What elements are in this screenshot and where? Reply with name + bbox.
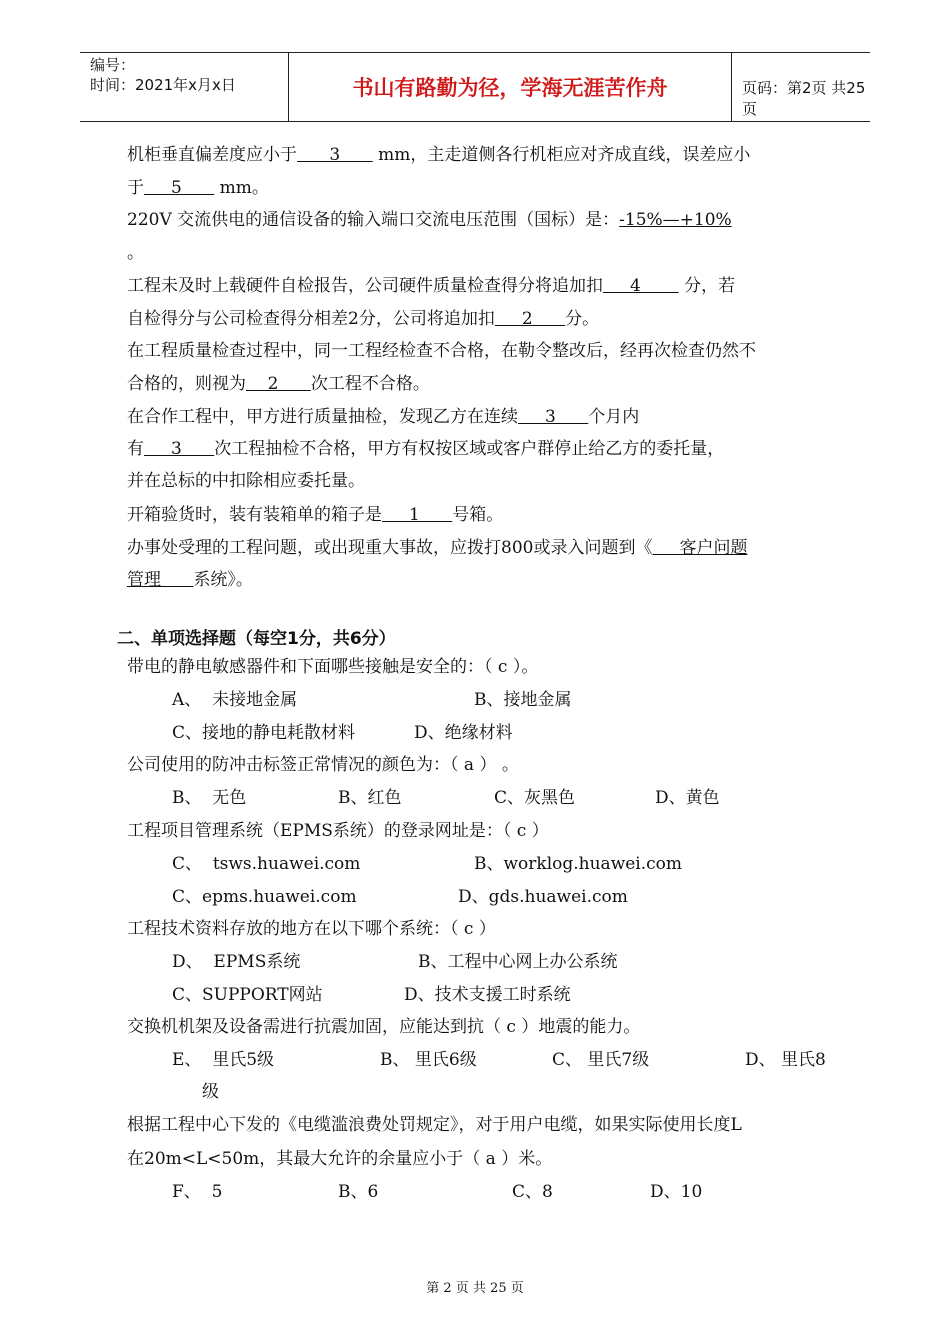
page-header — [80, 52, 870, 122]
option: C、灰黑色 — [494, 788, 576, 808]
option: B、红色 — [338, 788, 402, 808]
option: C、 tsws.huawei.com — [172, 854, 361, 874]
fill-line: 并在总标的中扣除相应委托量。 — [127, 471, 365, 491]
question: 工程技术资料存放的地方在以下哪个系统：（ c ） — [127, 919, 496, 939]
option: D、10 — [650, 1182, 703, 1202]
option: B、worklog.huawei.com — [474, 854, 683, 874]
fill-line: 有 3 次工程抽检不合格，甲方有权按区域或客户群停止给乙方的委托量， — [127, 439, 725, 459]
fill-line: 管理 系统》。 — [127, 570, 253, 590]
header-meta — [90, 55, 236, 95]
question: 根据工程中心下发的《电缆滥浪费处罚规定》，对于用户电缆，如果实际使用长度L — [127, 1115, 742, 1135]
option: B、工程中心网上办公系统 — [418, 952, 618, 972]
fill-line: 工程未及时上载硬件自检报告，公司硬件质量检查得分将追加扣 4 分，若 — [127, 276, 736, 296]
option: A、 未接地金属 — [172, 690, 298, 710]
option: B、 无色 — [172, 788, 247, 808]
section-title: 二、单项选择题（每空1分，共6分） — [117, 629, 396, 649]
option: C、SUPPORT网站 — [172, 985, 323, 1005]
page-info: 页码：第2页 共25页 — [742, 79, 866, 118]
fill-line: 合格的，则视为 2 次工程不合格。 — [127, 374, 430, 394]
option: B、6 — [338, 1182, 379, 1202]
fill-line: 。 — [127, 243, 144, 263]
number-label: 编号： — [90, 56, 136, 74]
fill-line: 在合作工程中，甲方进行质量抽检，发现乙方在连续 3 个月内 — [127, 407, 640, 427]
fill-line: 机柜垂直偏差度应小于 3 mm，主走道侧各行机柜应对齐成直线，误差应小 — [127, 145, 751, 165]
option: B、接地金属 — [474, 690, 572, 710]
option: F、 5 — [172, 1182, 223, 1202]
question: 公司使用的防冲击标签正常情况的颜色为：（ a ） 。 — [127, 755, 519, 775]
option: C、接地的静电耗散材料 — [172, 723, 356, 743]
header-motto: 书山有路勤为径，学海无涯苦作舟 — [288, 53, 732, 121]
option: D、黄色 — [655, 788, 720, 808]
fill-line: 220V 交流供电的通信设备的输入端口交流电压范围（国标）是：-15%—+10% — [127, 210, 732, 230]
question: 交换机机架及设备需进行抗震加固，应能达到抗（ c ）地震的能力。 — [127, 1017, 641, 1037]
fill-line: 自检得分与公司检查得分相差2分，公司将追加扣 2 分。 — [127, 309, 600, 329]
question: 工程项目管理系统（EPMS系统）的登录网址是：（ c ） — [127, 821, 549, 841]
page-footer: 第 2 页 共 25 页 — [426, 1281, 524, 1296]
fill-line: 开箱验货时，装有装箱单的箱子是 1 号箱。 — [127, 505, 504, 525]
option: D、 里氏8 — [745, 1050, 826, 1070]
fill-line: 在工程质量检查过程中，同一工程经检查不合格，在勒令整改后，经再次检查仍然不 — [127, 341, 756, 361]
option: D、技术支援工时系统 — [404, 985, 571, 1005]
option: D、 EPMS系统 — [172, 952, 301, 972]
option: D、绝缘材料 — [414, 723, 513, 743]
option: E、 里氏5级 — [172, 1050, 275, 1070]
option: D、gds.huawei.com — [458, 887, 628, 907]
fill-line: 于 5 mm。 — [127, 178, 269, 198]
question: 带电的静电敏感器件和下面哪些接触是安全的：（ c ）。 — [127, 657, 539, 677]
option: C、8 — [512, 1182, 553, 1202]
question: 在20m<L<50m，其最大允许的余量应小于（ a ）米。 — [127, 1149, 553, 1169]
fill-line: 办事处受理的工程问题，或出现重大事故，应拨打800或录入问题到《 客户问题 — [127, 538, 748, 558]
option: 级 — [202, 1082, 219, 1102]
time-label: 时间：2021年x月x日 — [90, 76, 236, 94]
option: C、epms.huawei.com — [172, 887, 357, 907]
option: C、 里氏7级 — [552, 1050, 650, 1070]
option: B、 里氏6级 — [380, 1050, 477, 1070]
